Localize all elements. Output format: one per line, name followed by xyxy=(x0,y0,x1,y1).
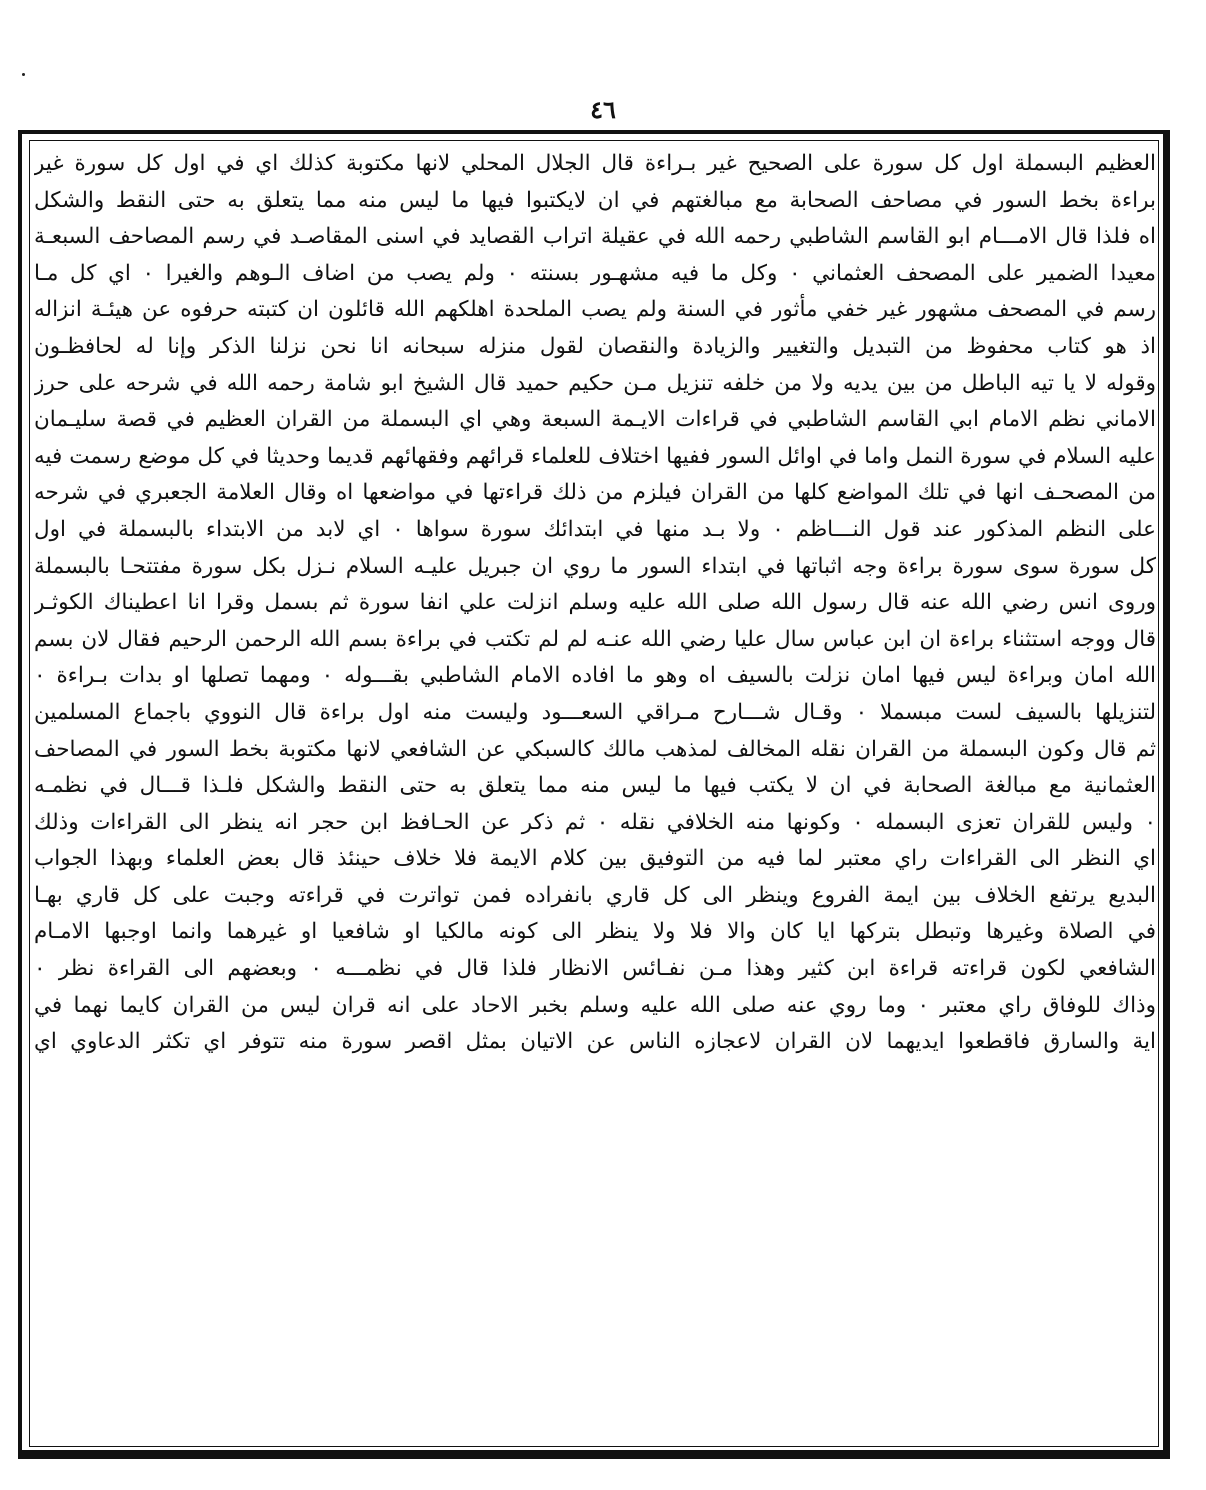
text-line: اه فلذا قال الامـــام ابو القاسم الشاطبي رحمه الله في عقيلة اتراب القصايد في اسنى المقاصـد في رسم المصاحف السبعـة xyxy=(34,224,1156,250)
text-line: قال ووجه استثناء براءة ان ابن عباس سال عليا رضي الله عنـه لم لم تكتب في براءة بسم الله الرحمن الرحيم فقال لان بسم xyxy=(34,626,1156,652)
scan-speck xyxy=(22,73,25,76)
text-line: الشافعي لكون قراءته قراءة ابن كثير وهذا مـن نفـائس الانظار فلذا قال في نظمـــه ٠ وبعضهم الى القراءة نظر ٠ xyxy=(34,956,1156,982)
text-line: اي النظر الى القراءات راي معتبر لما فيه من التوفيق بين كلام الايمة فلا خلاف حينئذ قال بعض العلماء وبهذا الجواب xyxy=(34,846,1156,872)
text-line: البديع يرتفع الخلاف بين ايمة الفروع وينظر الى كل قاري بانفراده فمن تواترت في قراءته وجبت على كل قاري بهـا xyxy=(34,882,1156,908)
text-line: وذاك للوفاق راي معتبر ٠ وما روي عنه صلى الله عليه وسلم بخبر الاحاد على انه قران ليس من القران كايما نهما في xyxy=(34,992,1156,1018)
page-number: ٤٦ xyxy=(590,95,616,124)
text-line: اية والسارق فاقطعوا ايديهما لان القران لاعجازه الناس عن الاتيان بمثل اقصر سورة منه تتوفر اي تكثر الدعاوي اي xyxy=(34,1029,1156,1055)
text-line: لتنزيلها بالسيف لست مبسملا ٠ وقـال شـــارح مـراقي السعـــود وليست منه اول براءة قال النووي باجماع المسلمين xyxy=(34,699,1156,725)
text-line: وروى انس رضي الله عنه قال رسول الله صلى الله عليه وسلم انزلت علي انفا سورة ثم بسمل وقرا انا اعطيناك الكوثـر xyxy=(34,590,1156,616)
text-line: عليه السلام في سورة النمل واما في اوائل السور ففيها اختلاف للعلماء قرائهم وفقهائهم قديما وحديثا في كل موضع رسمت فيه xyxy=(34,443,1156,469)
text-line: العثمانية مع مبالغة الصحابة في ان لا يكتب فيها ما ليس منه مما يتعلق به حتى النقط والشكل فلـذا قـــال في نظمـه xyxy=(34,773,1156,799)
text-line: كل سورة سوى سورة براءة وجه اثباتها في ابتداء السور ما روي ان جبريل عليـه السلام نـزل بكل سورة مفتتحـا بالبسملة xyxy=(34,553,1156,579)
text-line: رسم في المصحف مشهور غير خفي مأثور في السنة ولم يصب الملحدة اهلكهم الله قائلون ان كتبته حرفوه عن هيئـة انزاله xyxy=(34,297,1156,323)
text-line: الله امان وبراءة ليس فيها امان نزلت بالسيف اه وهو ما افاده الامام الشاطبي بقـــوله ٠ ومهما تصلها او بدات بـراءة ٠ xyxy=(34,663,1156,689)
text-line: وقوله لا يا تيه الباطل من بين يديه ولا من خلفه تنزيل مـن حكيم حميد قال الشيخ ابو شامة رحمه الله في شرحه على حرز xyxy=(34,370,1156,396)
text-line: ٠ وليس للقران تعزى البسمله ٠ وكونها منه الخلافي نقله ٠ ثم ذكر عن الحـافظ ابن حجر انه ينظر الى القراءات وذلك xyxy=(34,809,1156,835)
body-text xyxy=(34,146,1156,1442)
text-line: من المصحـف انها في تلك المواضع كلها من القران فيلزم من ذلك قراءتها في مواضعها اه وقال العلامة الجعبري في شرحه xyxy=(34,480,1156,506)
text-line: ثم قال وكون البسملة من القران نقله المخالف لمذهب مالك كالسبكي عن الشافعي لانها مكتوبة بخط السور في المصاحف xyxy=(34,736,1156,762)
text-line: الاماني نظم الامام ابي القاسم الشاطبي في قراءات الايـمة السبعة وهي اي البسملة من القران العظيم في قصة سليـمان xyxy=(34,407,1156,433)
text-line: على النظم المذكور عند قول النـــاظم ٠ ولا بـد منها في ابتدائك سورة سواها ٠ اي لابد من الابتداء بالبسملة في اول xyxy=(34,516,1156,542)
text-line: اذ هو كتاب محفوظ من التبديل والتغيير والزيادة والنقصان لقول منزله سبحانه انا نحن نزلنا الذكر وإنا له لحافظـون xyxy=(34,333,1156,359)
text-line: في الصلاة وغيرها وتبطل بتركها ايا كان والا فلا ولا ينظر الى كونه مالكيا او شافعيا او غيرهما وانما اوجبها الامـام xyxy=(34,919,1156,945)
text-line: العظيم البسملة اول كل سورة على الصحيح غير بـراءة قال الجلال المحلي لانها مكتوبة كذلك اي في اول كل سورة غير xyxy=(34,151,1156,176)
text-line: معيدا الضمير على المصحف العثماني ٠ وكل ما فيه مشهـور بسنته ٠ ولم يصب من اضاف الـوهم والغيرا ٠ اي كل مـا xyxy=(34,260,1156,286)
text-line: براءة بخط السور في مصاحف الصحابة مع مبالغتهم في ان لايكتبوا فيها ما ليس منه مما يتعلق به حتى النقط والشكل xyxy=(34,187,1156,213)
